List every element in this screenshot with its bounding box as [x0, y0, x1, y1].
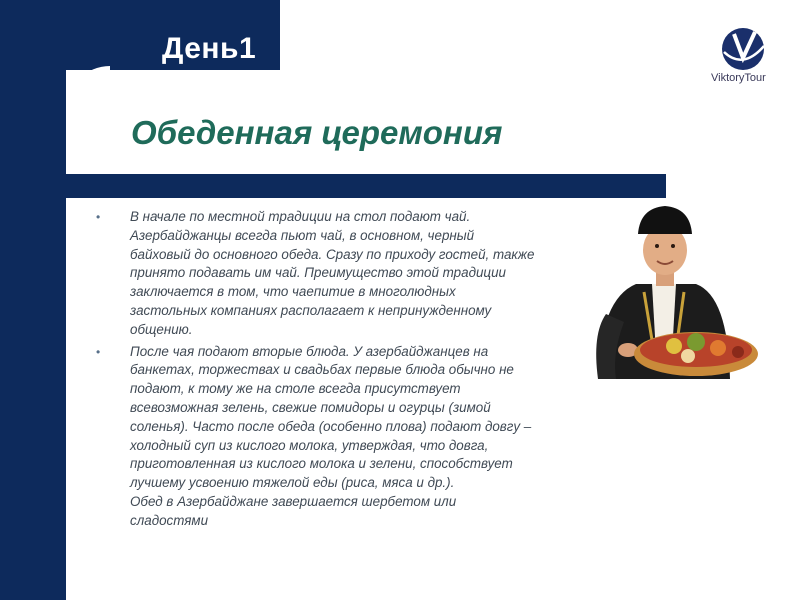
left-navy-band — [0, 0, 66, 600]
waiter-with-platter-image — [578, 204, 760, 384]
bullet-list — [96, 208, 536, 531]
bullet-item — [96, 208, 536, 340]
title-divider-bar — [66, 174, 666, 198]
bullet-text: После чая подают вторые блюда. У азербайджанцев на банкетах, торжествах и свадьбах первые блюда обычно не подают, к тому же на столе всегда присутствует всевозможная зелень, свежие помидоры и огурцы (зимой соленья). Часто после обеда (особенно плова) подают довгу – холодный суп из кислого молока, утверждая, что довга, приготовленная из кислого молока и зелени, способствует лучшему усвоению тяжелой еды (риса, мяса и др.). — [130, 343, 532, 491]
day-label: День1 — [162, 32, 257, 65]
bullet-dot-icon: • — [96, 344, 101, 359]
slide-title: Обеденная церемония — [131, 114, 503, 151]
bullet-item — [96, 343, 536, 531]
bullet-text: В начале по местной традиции на стол подают чай. Азербайджанцы всегда пьют чай, в основном, черный байховый до основного обеда. Сразу по приходу гостей, также принято подавать им чай. Преимущество этой традиции заключается в том, что чаепитие в многолюдных застольных компаниях располагает к непринужденному общению. — [130, 209, 535, 337]
bullet-text-continuation: Обед в Азербайджане завершается шербетом или сладостями — [130, 493, 457, 528]
bullet-dot-icon: • — [96, 210, 101, 224]
logo-text: ViktoryTour — [711, 72, 766, 84]
rounded-corner — [66, 66, 110, 110]
